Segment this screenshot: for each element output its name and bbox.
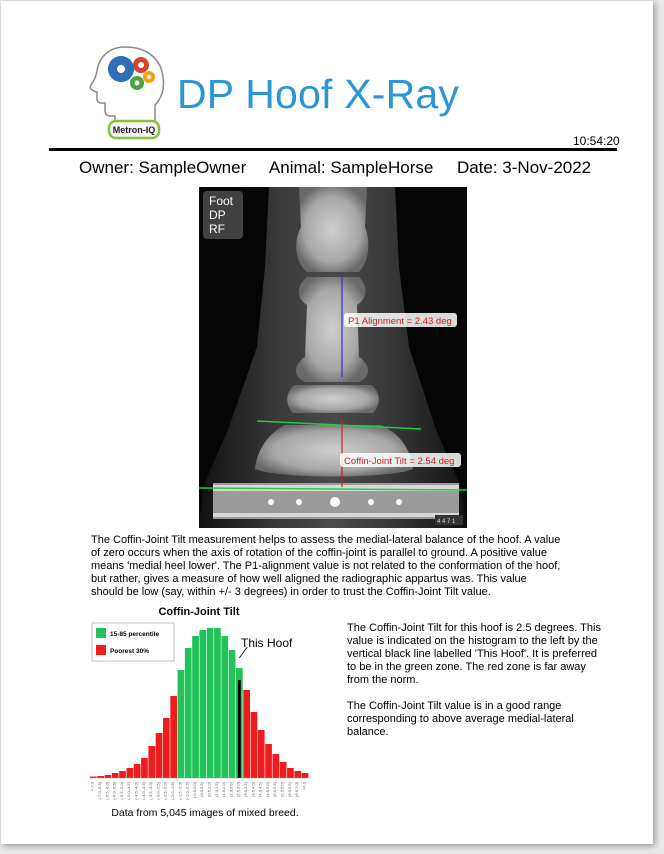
legend-label-red: Poorest 30% — [110, 648, 150, 655]
x-tick-label: (-3.0,-2.5) — [155, 782, 161, 800]
x-tick-label: (3.5,4.0) — [250, 782, 256, 797]
histogram-bar — [141, 758, 148, 778]
x-tick-label: (6.5,7.0) — [294, 782, 300, 797]
histogram-bar — [221, 636, 228, 778]
report-page — [1, 1, 653, 844]
x-tick-label: (-6.0,-5.5) — [111, 782, 117, 800]
x-tick-label: (-5.5,-5.0) — [118, 782, 124, 800]
this-hoof-label: This Hoof — [241, 636, 293, 650]
x-tick-label: (-4.0,-3.5) — [140, 782, 146, 800]
histogram-bar — [207, 628, 214, 778]
header-divider — [49, 148, 617, 151]
interpretation-text — [347, 622, 609, 752]
view-line-3: RF — [209, 222, 225, 236]
x-tick-label: (4.5,5.0) — [264, 782, 270, 797]
histogram-bar — [134, 764, 141, 778]
histogram-bar — [148, 746, 155, 778]
chart-title: Coffin-Joint Tilt — [158, 606, 240, 618]
histogram-bar — [294, 771, 301, 778]
interpretation-para-1: The Coffin-Joint Tilt for this hoof is 2.5 degrees. This value is indicated on the histogram to the left by the vertical black line labelled 'This Hoof'. It is preferred to be in the green zone. The red zone is far away from the norm. — [347, 622, 601, 686]
view-line-2: DP — [209, 208, 226, 222]
histogram-bar — [251, 712, 258, 778]
description-paragraph: The Coffin-Joint Tilt measurement helps to assess the medial-lateral balance of the hoof. A value of zero occurs when the axis of rotation of the coffin-joint is parallel to ground. A positive value means 'medial heel lower'. The P1-alignment value is not related to the conformation of the hoof, but rather, gives a measure of how well aligned the radiographic appartus was. This value should be low (say, within +/- 3 degrees) in order to trust the Coffin-Joint Tilt value. — [91, 534, 561, 598]
histogram-bar — [273, 754, 280, 778]
legend-label-green: 15-85 percentile — [110, 631, 160, 638]
x-tick-label: (-0.5,0.0) — [191, 782, 197, 799]
x-tick-label: (1.0,1.5) — [213, 782, 219, 797]
legend-swatch-green — [96, 628, 106, 638]
histogram-bar — [170, 696, 177, 778]
view-line-1: Foot — [209, 194, 234, 208]
histogram-bar — [302, 773, 309, 778]
x-tick-label: <-7.0 — [89, 782, 95, 792]
histogram-bar — [258, 730, 265, 778]
histogram-bar — [163, 718, 170, 778]
histogram-bar — [192, 636, 199, 778]
x-tick-label: (-2.5,-2.0) — [162, 782, 168, 800]
x-tick-label: (-3.5,-3.0) — [148, 782, 154, 800]
histogram-bar — [127, 768, 134, 778]
histogram-bar — [105, 775, 112, 778]
histogram-bar — [178, 670, 185, 778]
histogram-bar — [119, 771, 126, 778]
x-tick-label: (-5.0,-4.5) — [126, 782, 132, 800]
histogram-bar — [214, 628, 221, 778]
x-tick-label: (-2.0,-1.5) — [169, 782, 175, 800]
histogram-bar — [200, 630, 207, 778]
histogram-bar — [265, 744, 272, 778]
info-line — [79, 158, 591, 178]
xray-image — [199, 187, 467, 528]
x-tick-label: (3.0,3.5) — [242, 782, 248, 797]
animal-text: Animal: SampleHorse — [268, 158, 434, 177]
x-tick-label: (-7.0,-6.5) — [96, 782, 102, 800]
histogram-bar — [243, 690, 250, 778]
this-hoof-marker — [238, 680, 241, 778]
x-tick-label: (2.5,3.0) — [235, 782, 241, 797]
owner-text: Owner: SampleOwner — [79, 158, 247, 177]
histogram-bar — [287, 768, 294, 778]
gear-icon — [108, 56, 134, 82]
x-tick-label: (-6.5,-6.0) — [104, 782, 110, 800]
report-time: 10:54:20 — [573, 134, 620, 148]
date-text: Date: 3-Nov-2022 — [456, 158, 592, 177]
x-tick-label: (4.0,4.5) — [257, 782, 263, 797]
coffin-joint-tilt-chart — [87, 603, 327, 823]
x-tick-label: (6.0,6.5) — [286, 782, 292, 797]
p1-alignment-label: P1 Alignment = 2.43 deg — [348, 316, 452, 327]
x-tick-label: (2.0,2.5) — [228, 782, 234, 797]
x-tick-label: (5.5,6.0) — [279, 782, 285, 797]
report-title: DP Hoof X-Ray — [177, 71, 460, 117]
corner-code: 4 4 7 1 — [437, 519, 456, 525]
histogram-bar — [112, 773, 119, 778]
coffin-tilt-label: Coffin-Joint Tilt = 2.54 deg — [344, 456, 455, 467]
logo-text: Metron-IQ — [112, 125, 156, 135]
histogram-bar — [97, 776, 104, 778]
metron-iq-logo — [85, 41, 169, 141]
x-tick-label: (5.0,5.5) — [272, 782, 278, 797]
histogram-bar — [156, 733, 163, 778]
x-tick-label: >7.0 — [301, 782, 307, 790]
histogram-bar — [185, 648, 192, 778]
histogram-bar — [229, 650, 236, 778]
x-tick-label: (-1.0,-0.5) — [184, 782, 190, 800]
x-tick-label: (0.5,1.0) — [206, 782, 212, 797]
chart-footnote: Data from 5,045 images of mixed breed. — [111, 807, 299, 819]
legend-swatch-red — [96, 645, 106, 655]
interpretation-para-2: The Coffin-Joint Tilt value is in a good range corresponding to above average medial-lateral balance. — [347, 700, 574, 738]
x-tick-label: (1.5,2.0) — [221, 782, 227, 797]
histogram-bar — [280, 762, 287, 778]
x-tick-label: (-1.5,-1.0) — [177, 782, 183, 800]
x-tick-label: (-4.5,-4.0) — [133, 782, 139, 800]
x-tick-label: (0.0,0.5) — [199, 782, 205, 797]
